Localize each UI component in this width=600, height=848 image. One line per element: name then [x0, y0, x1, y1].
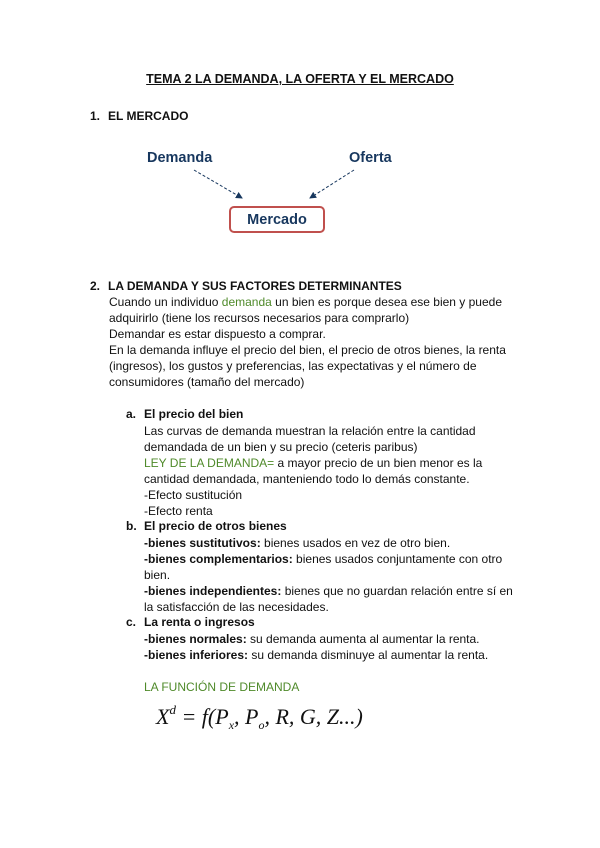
formula-superscript: d [169, 702, 176, 717]
subsection-letter: b. [126, 519, 137, 533]
subsection-c-heading [126, 615, 255, 629]
formula-part: , R, G, Z...) [264, 704, 363, 729]
effect-item: -Efecto sustitución [144, 488, 243, 502]
subsection-a-body [144, 423, 524, 519]
section-title: EL MERCADO [108, 109, 189, 123]
text-line: la satisfacción de las necesidades. [144, 600, 329, 614]
term-label: -bienes independientes: [144, 584, 282, 598]
term-text: su demanda aumenta al aumentar la renta. [246, 632, 480, 646]
section-number: 1. [90, 109, 101, 123]
demand-function-formula [156, 702, 363, 733]
intro-text: un bien es porque desea ese bien y puede [271, 295, 502, 309]
subsection-b-heading [126, 519, 287, 533]
arrow-demanda-to-mercado [194, 170, 242, 198]
intro-text: Cuando un individuo [109, 295, 222, 309]
term-text: su demanda disminuye al aumentar la renta. [248, 648, 489, 662]
subsection-title: La renta o ingresos [144, 615, 255, 629]
effect-item: -Efecto renta [144, 504, 213, 518]
text-line: demandada de un bien y su precio (ceteris paribus) [144, 440, 418, 454]
subsection-title: El precio de otros bienes [144, 519, 287, 533]
section-number: 2. [90, 279, 101, 293]
paragraph-line: En la demanda influye el precio del bien, el precio de otros bienes, la renta [109, 343, 506, 357]
market-diagram [130, 140, 410, 240]
text-line: bien. [144, 568, 171, 582]
term-label: -bienes normales: [144, 632, 247, 646]
formula-part: = f(P [175, 704, 229, 729]
subsection-b-body [144, 535, 524, 615]
demanda-highlight: demanda [221, 295, 272, 309]
term-label: -bienes inferiores: [144, 648, 249, 662]
section-1-heading [90, 109, 188, 123]
demanda-label: Demanda [147, 150, 213, 166]
term-text: bienes usados conjuntamente con otro [292, 552, 503, 566]
section-2-body [109, 294, 519, 390]
law-text: a mayor precio de un bien menor es la [274, 456, 483, 470]
subsection-c-body [144, 631, 524, 663]
term-text: bienes usados en vez de otro bien. [260, 536, 451, 550]
paragraph-line: consumidores (tamaño del mercado) [109, 375, 305, 389]
subsection-letter: c. [126, 615, 137, 629]
subsection-letter: a. [126, 407, 137, 421]
law-label: LEY DE LA DEMANDA= [144, 456, 275, 470]
term-text: bienes que no guardan relación entre sí en [281, 584, 513, 598]
intro-line: adquirirlo (tiene los recursos necesarios para comprarlo) [109, 311, 410, 325]
paragraph-line: (ingresos), los gustos y preferencias, las expectativas y el número de [109, 359, 477, 373]
subsection-title: El precio del bien [144, 407, 244, 421]
section-2-heading [90, 279, 402, 293]
term-label: -bienes complementarios: [144, 552, 293, 566]
page-title: TEMA 2 LA DEMANDA, LA OFERTA Y EL MERCADO [146, 72, 454, 86]
formula-subscript: x [228, 718, 235, 732]
arrow-oferta-to-mercado [310, 170, 354, 198]
formula-subscript: o [258, 718, 265, 732]
term-label: -bienes sustitutivos: [144, 536, 261, 550]
formula-lhs: X [156, 704, 170, 729]
text-line: Las curvas de demanda muestran la relación entre la cantidad [144, 424, 476, 438]
text-line: cantidad demandada, manteniendo todo lo demás constante. [144, 472, 470, 486]
demand-function-title: LA FUNCIÓN DE DEMANDA [144, 680, 300, 694]
section-title: LA DEMANDA Y SUS FACTORES DETERMINANTES [108, 279, 402, 293]
formula-part: , P [234, 704, 259, 729]
paragraph-line: Demandar es estar dispuesto a comprar. [109, 327, 326, 341]
oferta-label: Oferta [349, 150, 392, 166]
mercado-box: Mercado [229, 206, 325, 233]
subsection-a-heading [126, 407, 243, 421]
